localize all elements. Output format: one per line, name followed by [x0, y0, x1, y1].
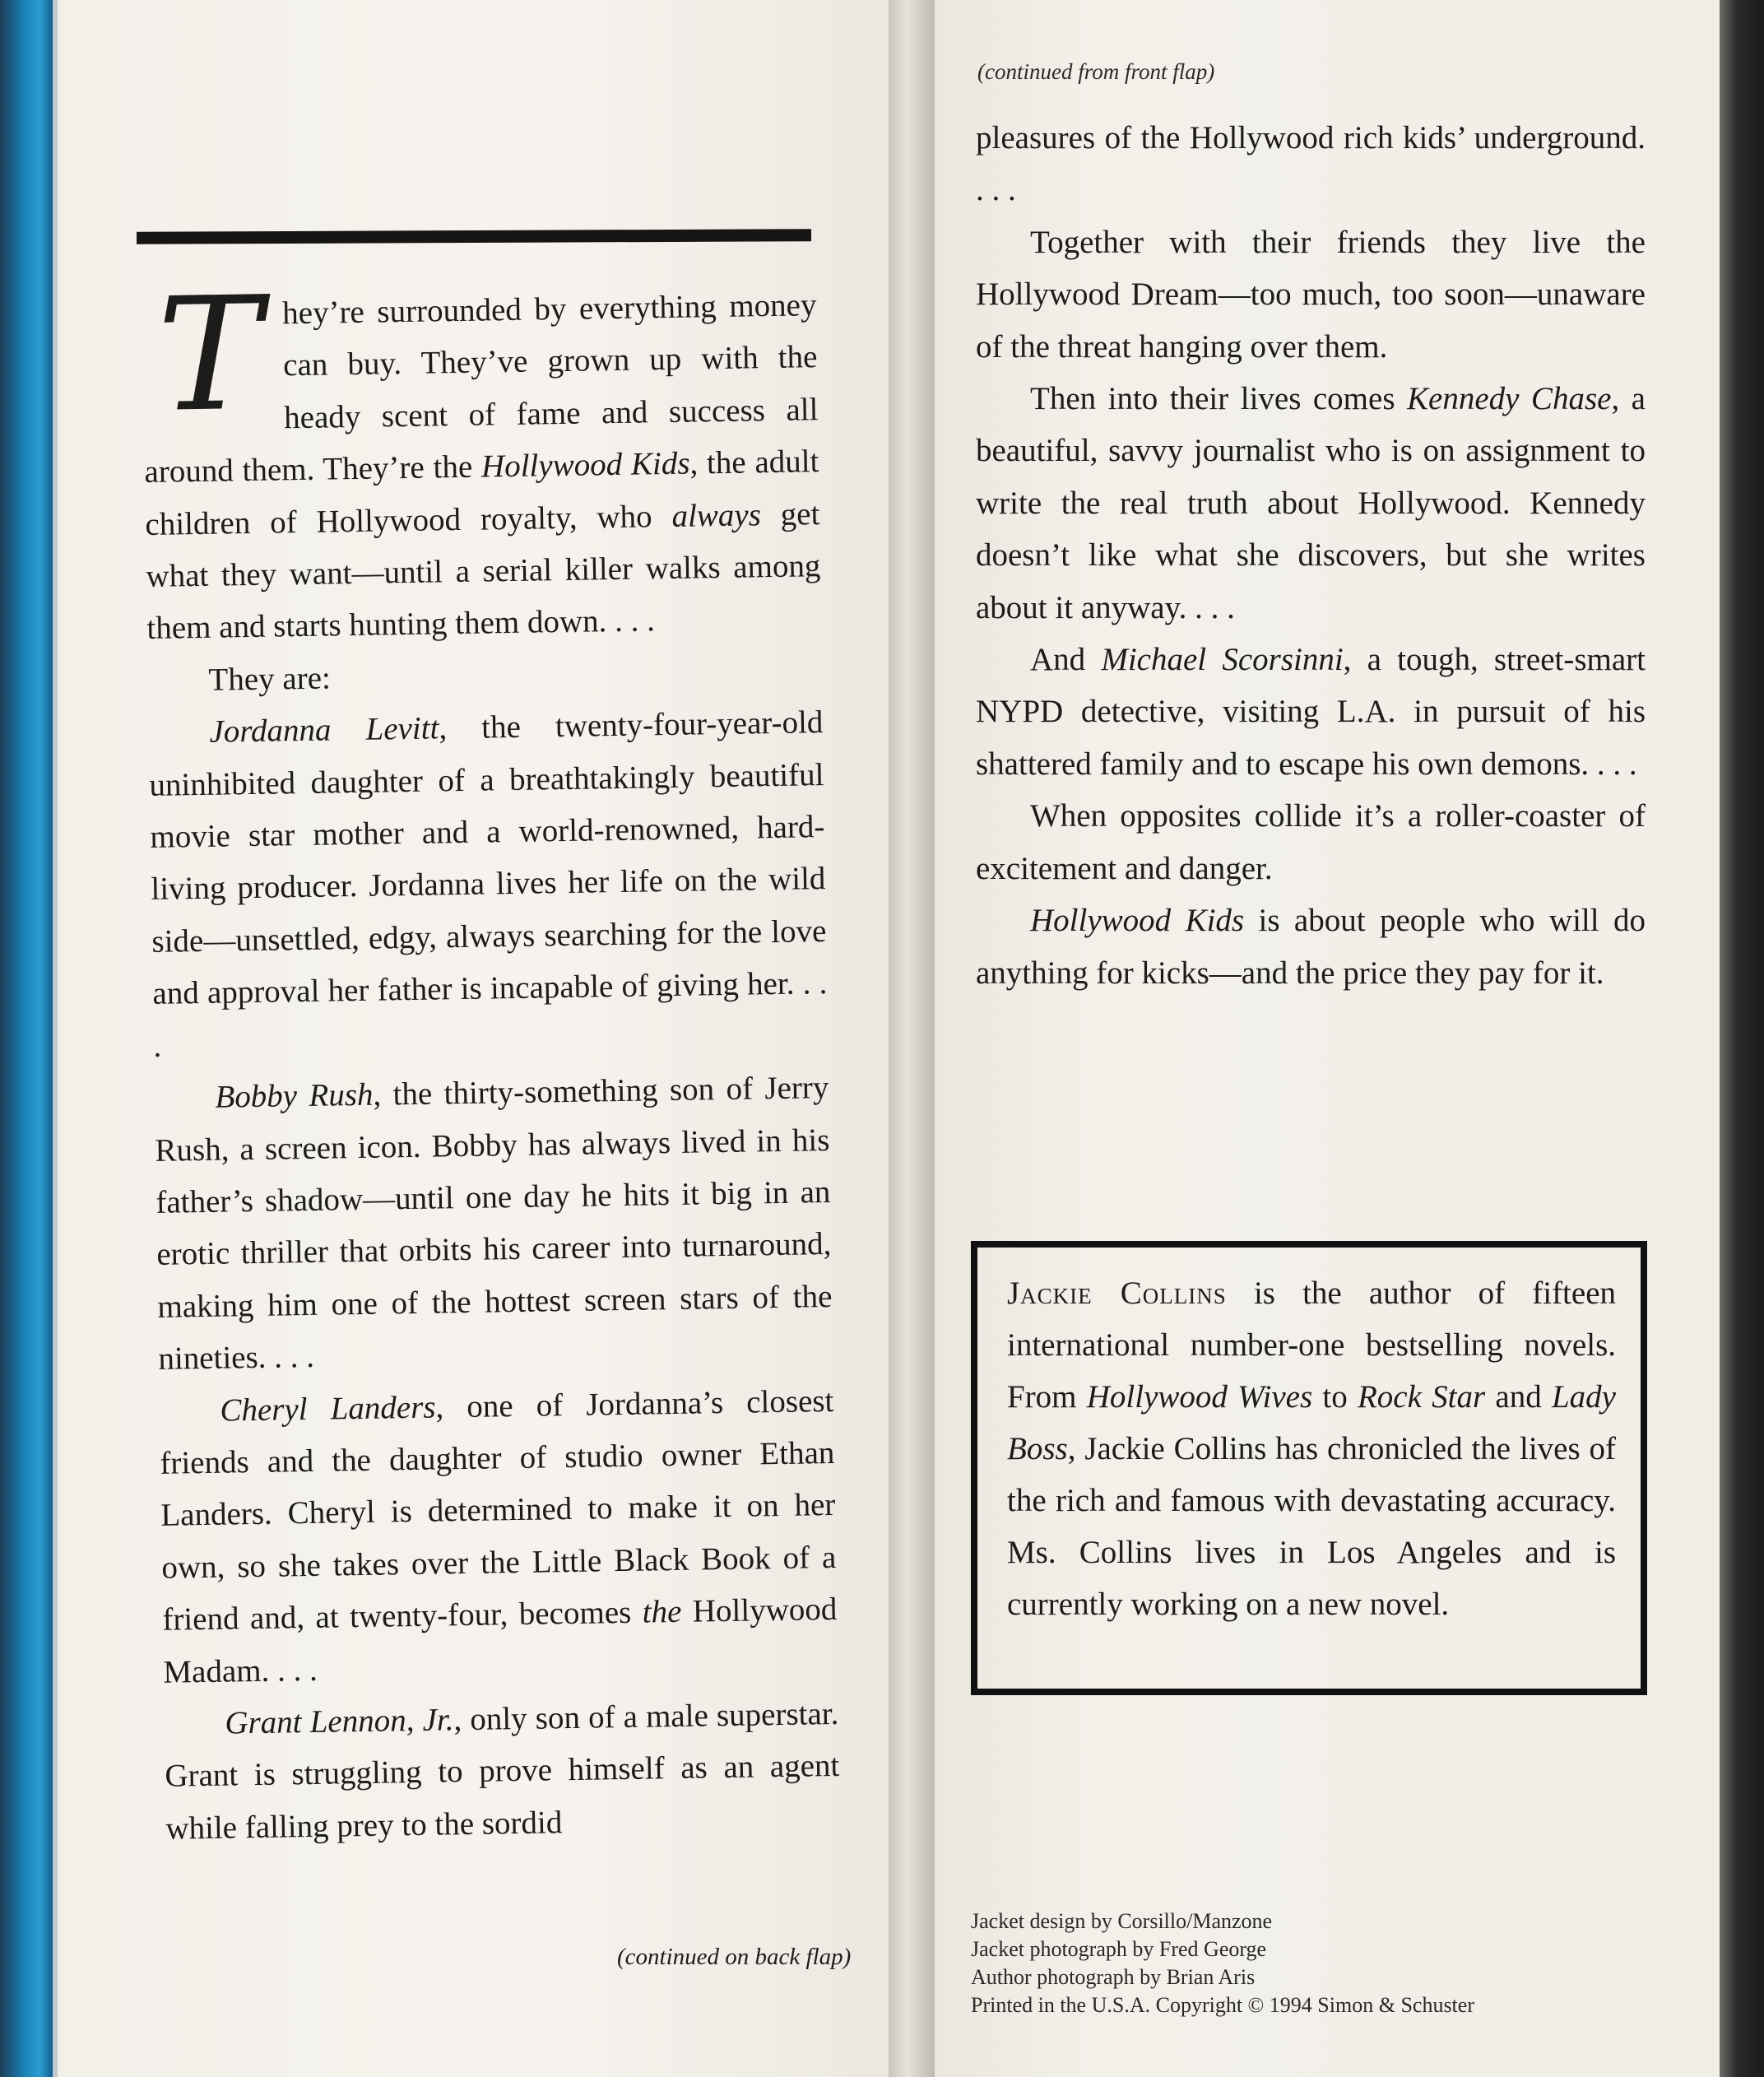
credit-line: Author photograph by Brian Aris — [971, 1965, 1256, 1989]
italic-phrase: Lady Boss — [1007, 1379, 1616, 1466]
spine-left-edge — [0, 0, 53, 2077]
spine-right-edge — [1720, 0, 1764, 2077]
front-flap-paragraph: Bobby Rush, the thirty-something son of Jerry Rush, a screen icon. Bobby has always lived in his father’s shadow—until one day he hits it big in an erotic thriller that orbits his career into turnaround, making him one of the hottest screen stars of the nineties. . . . — [155, 1070, 833, 1377]
front-flap-paragraph — [142, 263, 822, 655]
credit-line: Jacket photograph by Fred George — [971, 1937, 1267, 1961]
paragraph-content: hey’re surrounded by everything money can buy. They’ve grown up with the heady scent of fame and success all around them. They’re the Hollywood Kids, the adult children of Hollywood royalty, who always get what they want—until a serial killer walks among them and starts hunting them down. . . . — [144, 287, 821, 647]
italic-phrase: Rock Star — [1357, 1379, 1486, 1415]
front-flap-paragraph: Cheryl Landers, one of Jordanna’s closest friends and the daughter of studio owner Ethan Landers. Cheryl is determined to make it on her own, so she takes over the Little Black Book of a friend and, at twenty-four, becomes the Hollywood Madam. . . . — [160, 1382, 838, 1690]
back-flap-paragraph: pleasures of the Hollywood rich kids’ underground. . . . — [976, 120, 1646, 208]
italic-phrase: the — [642, 1594, 682, 1630]
front-flap-paragraph: Grant Lennon, Jr., only son of a male superstar. Grant is struggling to prove himself as an agent while falling prey to the sordid — [165, 1695, 840, 1847]
continued-from-front-flap: (continued from front flap) — [977, 59, 1215, 84]
credit-line: Printed in the U.S.A. Copyright © 1994 Simon & Schuster — [971, 1993, 1474, 2017]
author-bio-box — [971, 1241, 1647, 1695]
page-gutter — [889, 0, 935, 2077]
front-flap-paragraph: They are: — [208, 660, 332, 698]
continued-on-back-flap: (continued on back flap) — [617, 1944, 852, 1970]
italic-phrase: Hollywood Kids — [1030, 903, 1245, 939]
back-flap-text — [976, 112, 1646, 999]
italic-phrase: Jordanna Levitt — [209, 710, 439, 750]
italic-phrase: Michael Scorsinni — [1101, 642, 1344, 678]
author-bio-text: is the author of fifteen international number-one bestselling novels. From Hollywood Wives to Rock Star and Lady Boss, Jackie Collins has chronicled the lives of the rich and famous with devastating accuracy. Ms. Collins lives in Los Angeles and is currently working on a new novel. — [1007, 1275, 1617, 1622]
italic-phrase: Hollywood Wives — [1086, 1379, 1313, 1415]
front-flap-paragraph: Jordanna Levitt, the twenty-four-year-old uninhibited daughter of a breathtakingly beautiful movie star mother and a world-renowned, hard-living producer. Jordanna lives her life on the wild side—unsettled, edgy, always searching for the love and approval her father is incapable of giving her. . . . — [149, 704, 828, 1064]
back-flap-paragraph: When opposites collide it’s a roller-coaster of excitement and danger. — [976, 798, 1646, 886]
back-flap-paragraph: Then into their lives comes Kennedy Chase, a beautiful, savvy journalist who is on assignment to write the real truth about Hollywood. Kennedy doesn’t like what she discovers, but she writes about it anyway. . . . — [976, 381, 1646, 625]
back-flap-paragraph: Hollywood Kids is about people who will do anything for kicks—and the price they pay for it. — [976, 903, 1646, 991]
jacket-credits — [971, 1907, 1474, 2019]
italic-phrase: Cheryl Landers — [220, 1389, 436, 1429]
italic-phrase: Hollywood Kids — [480, 445, 690, 485]
italic-phrase: Bobby Rush — [215, 1076, 374, 1115]
front-flap-text — [142, 263, 841, 1855]
credit-line: Jacket design by Corsillo/Manzone — [971, 1909, 1273, 1933]
back-flap-paragraph: And Michael Scorsinni, a tough, street-smart NYPD detective, visiting L.A. in pursuit of his shattered family and to escape his own demons. . . . — [976, 642, 1646, 782]
back-flap-paragraph: Together with their friends they live the Hollywood Dream—too much, too soon—unaware of the threat hanging over them. — [976, 224, 1646, 365]
author-name: Jackie Collins — [1007, 1275, 1227, 1311]
italic-phrase: always — [671, 496, 762, 534]
italic-phrase: Grant Lennon, Jr. — [225, 1702, 454, 1741]
italic-phrase: Kennedy Chase — [1407, 381, 1612, 417]
drop-cap: T — [156, 263, 263, 447]
